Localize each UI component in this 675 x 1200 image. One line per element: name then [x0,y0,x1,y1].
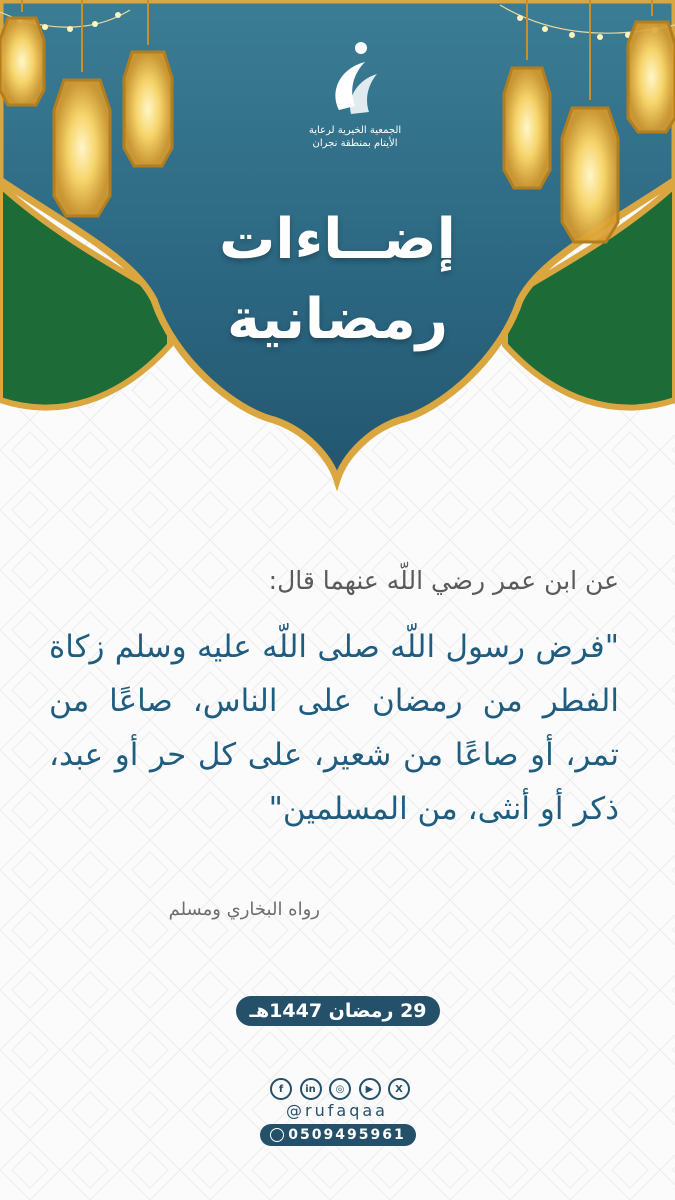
facebook-icon[interactable]: f [270,1078,292,1100]
phone-number: 0509495961 [288,1127,406,1143]
x-icon[interactable]: X [388,1078,410,1100]
date-badge: 29 رمضان 1447هـ [236,996,440,1026]
social-links [270,1078,410,1100]
hadith-source: رواه البخاري ومسلم [168,899,320,920]
hadith-text: "فرض رسول اللّه صلى اللّه عليه وسلم زكاة الفطر من رمضان على الناس، صاعًا من تمر، أو صاعًا من شعير، على كل حر أو عبد، ذكر أو أنثى، من المسلمين" [49,629,619,827]
page-title-line1: إضــاءات [219,207,456,272]
whatsapp-icon [270,1128,284,1142]
linkedin-icon[interactable]: in [300,1078,322,1100]
instagram-icon[interactable]: ◎ [329,1078,351,1100]
logo-text-line1: الجمعية الخيرية لرعاية [308,125,402,136]
youtube-icon[interactable]: ▶ [359,1078,381,1100]
phone-badge[interactable] [260,1124,416,1146]
logo-text-line2: الأيتام بمنطقة نجران [312,138,398,149]
hadith-intro: عن ابن عمر رضي اللّه عنهما قال: [268,566,619,595]
page-title-line2: رمضانية [227,287,448,352]
social-handle[interactable]: @rufaqaa [286,1101,388,1120]
logo-mark-icon [325,40,385,120]
organization-logo [300,40,410,150]
